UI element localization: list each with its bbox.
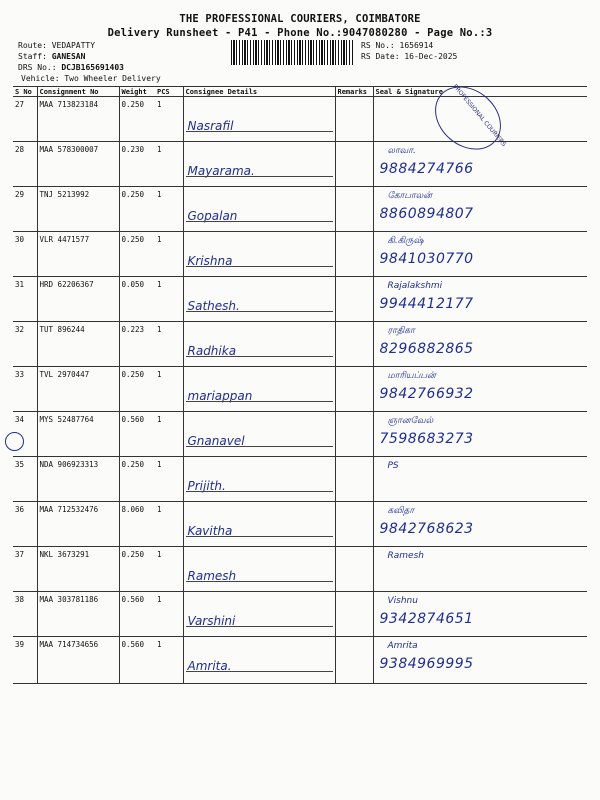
signature-cell [373, 412, 587, 457]
pcs-cell: 1 [155, 277, 183, 322]
table-row [13, 412, 587, 457]
consignment-cell: MYS 52487764 [37, 412, 119, 457]
sno-cell: 28 [13, 142, 37, 187]
col-consignee: Consignee Details [183, 87, 335, 97]
signature-text: கோபாலன் [387, 191, 432, 201]
col-consignment: Consignment No [37, 87, 119, 97]
phone-number: 9842768623 [379, 521, 474, 537]
signature-text: கவிதா [387, 506, 415, 516]
weight-cell: 0.560 [119, 592, 155, 637]
table-row [13, 547, 587, 592]
table-row [13, 232, 587, 277]
table-header [13, 87, 587, 97]
staff-line [18, 52, 85, 61]
consignment-cell: MAA 578300007 [37, 142, 119, 187]
rs-date: RS Date: 16-Dec-2025 [361, 52, 458, 61]
staff-name: GANESAN [51, 52, 86, 61]
signature-cell [373, 457, 587, 502]
phone-number: 7598683273 [379, 431, 474, 447]
consignee-name: Amrita. [187, 659, 232, 673]
weight-cell: 0.250 [119, 367, 155, 412]
consignment-cell: MAA 713823184 [37, 97, 119, 142]
consignee-name: Gnanavel [187, 434, 245, 448]
signature-text: Amrita [387, 641, 418, 651]
consignment-cell: NDA 906923313 [37, 457, 119, 502]
remarks-cell [335, 502, 373, 547]
sno-cell: 39 [13, 637, 37, 684]
weight-cell: 0.560 [119, 637, 155, 684]
consignee-name: Prijith. [187, 479, 226, 493]
name-underline [186, 266, 333, 267]
consignee-cell [183, 142, 335, 187]
consignee-name: Ramesh [187, 569, 237, 583]
table-row [13, 322, 587, 367]
pcs-cell: 1 [155, 367, 183, 412]
sno-cell: 32 [13, 322, 37, 367]
phone-number: 9842766932 [379, 386, 474, 402]
phone-number: 9384969995 [379, 656, 474, 672]
col-weight: Weight [119, 87, 155, 97]
name-underline [186, 401, 333, 402]
table-row [13, 142, 587, 187]
sno-cell: 30 [13, 232, 37, 277]
consignee-name: Varshini [187, 614, 236, 628]
remarks-cell [335, 277, 373, 322]
signature-cell [373, 637, 587, 684]
drs-number: DCJB165691403 [61, 63, 124, 72]
col-pcs: PCS [155, 87, 183, 97]
consignee-cell [183, 97, 335, 142]
table-row [13, 502, 587, 547]
phone-number: 9841030770 [379, 251, 474, 267]
consignee-name: Krishna [187, 254, 233, 268]
table-row [13, 277, 587, 322]
sno-cell: 27 [13, 97, 37, 142]
consignee-cell [183, 367, 335, 412]
signature-text: கி.கிருஷ் [387, 236, 424, 246]
remarks-cell [335, 322, 373, 367]
sno-cell: 35 [13, 457, 37, 502]
consignee-cell [183, 232, 335, 277]
signature-cell [373, 277, 587, 322]
company-title: THE PROFESSIONAL COURIERS, COIMBATORE [179, 13, 421, 25]
pcs-cell: 1 [155, 502, 183, 547]
consignee-name: mariappan [187, 389, 253, 403]
phone-number: 8296882865 [379, 341, 474, 357]
signature-cell [373, 592, 587, 637]
consignee-cell [183, 502, 335, 547]
consignment-cell: MAA 303781186 [37, 592, 119, 637]
signature-text: ஞானவேல் [387, 416, 434, 426]
signature-cell [373, 232, 587, 277]
pcs-cell: 1 [155, 187, 183, 232]
remarks-cell [335, 232, 373, 277]
sno-cell: 38 [13, 592, 37, 637]
weight-cell: 0.223 [119, 322, 155, 367]
name-underline [186, 311, 333, 312]
sno-cell: 36 [13, 502, 37, 547]
col-sno: S No [13, 87, 37, 97]
table-row [13, 457, 587, 502]
pcs-cell: 1 [155, 322, 183, 367]
remarks-cell [335, 592, 373, 637]
name-underline [186, 536, 333, 537]
signature-text: Vishnu [387, 596, 418, 606]
remarks-cell [335, 457, 373, 502]
rs-number: RS No.: 1656914 [361, 41, 434, 50]
pcs-cell: 1 [155, 592, 183, 637]
table-row [13, 592, 587, 637]
phone-number: 8860894807 [379, 206, 474, 222]
remarks-cell [335, 412, 373, 457]
consignee-cell [183, 637, 335, 684]
drs-line [18, 63, 124, 72]
pcs-cell: 1 [155, 232, 183, 277]
signature-text: ராதிகா [387, 326, 415, 336]
consignee-cell [183, 322, 335, 367]
consignment-cell: MAA 714734656 [37, 637, 119, 684]
remarks-cell [335, 142, 373, 187]
col-remarks: Remarks [335, 87, 373, 97]
table-row [13, 367, 587, 412]
consignee-cell [183, 592, 335, 637]
sno-cell: 37 [13, 547, 37, 592]
pcs-cell: 1 [155, 142, 183, 187]
consignee-cell [183, 412, 335, 457]
consignee-name: Nasrafil [187, 119, 234, 133]
table-row [13, 187, 587, 232]
phone-number: 9884274766 [379, 161, 474, 177]
runsheet-subtitle: Delivery Runsheet - P41 - Phone No.:9047080280 - Page No.:3 [107, 27, 493, 39]
consignee-cell [183, 547, 335, 592]
col-signature: Seal & Signature [373, 87, 587, 97]
signature-cell [373, 547, 587, 592]
name-underline [186, 581, 333, 582]
sno-cell: 29 [13, 187, 37, 232]
weight-cell: 0.250 [119, 547, 155, 592]
consignment-cell: HRD 62206367 [37, 277, 119, 322]
remarks-cell [335, 97, 373, 142]
weight-cell: 0.250 [119, 457, 155, 502]
pcs-cell: 1 [155, 637, 183, 684]
weight-cell: 8.060 [119, 502, 155, 547]
consignment-cell: NKL 3673291 [37, 547, 119, 592]
consignee-cell [183, 457, 335, 502]
weight-cell: 0.230 [119, 142, 155, 187]
remarks-cell [335, 637, 373, 684]
signature-cell [373, 187, 587, 232]
name-underline [186, 221, 333, 222]
signature-cell [373, 322, 587, 367]
phone-number: 9944412177 [379, 296, 474, 312]
runsheet-table [13, 86, 587, 684]
highlight-circle [5, 432, 24, 451]
consignee-cell [183, 187, 335, 232]
signature-text: PS [387, 461, 399, 471]
route-label: Route: VEDAPATTY [18, 41, 96, 50]
staff-prefix: Staff: [18, 52, 52, 61]
barcode [231, 40, 353, 65]
drs-prefix: DRS No.: [18, 63, 62, 72]
signature-cell [373, 502, 587, 547]
seal-text: PROFESSIONAL COURIERS [451, 83, 508, 148]
consignee-name: Mayarama. [187, 164, 255, 178]
name-underline [186, 491, 333, 492]
consignee-cell [183, 277, 335, 322]
pcs-cell: 1 [155, 97, 183, 142]
name-underline [186, 446, 333, 447]
name-underline [186, 626, 333, 627]
consignment-cell: MAA 712532476 [37, 502, 119, 547]
signature-text: மாரியப்பன் [387, 371, 436, 381]
name-underline [186, 356, 333, 357]
consignment-cell: TUT 896244 [37, 322, 119, 367]
consignee-name: Radhika [187, 344, 237, 358]
vehicle-label: Vehicle: Two Wheeler Delivery [21, 74, 161, 83]
sno-cell: 34 [13, 412, 37, 457]
signature-text: Rajalakshmi [387, 281, 443, 291]
sno-cell: 31 [13, 277, 37, 322]
signature-text: லாவா. [387, 146, 416, 156]
consignee-name: Gopalan [187, 209, 238, 223]
phone-number: 9342874651 [379, 611, 474, 627]
weight-cell: 0.050 [119, 277, 155, 322]
pcs-cell: 1 [155, 547, 183, 592]
remarks-cell [335, 187, 373, 232]
signature-cell [373, 367, 587, 412]
pcs-cell: 1 [155, 457, 183, 502]
consignment-cell: VLR 4471577 [37, 232, 119, 277]
consignment-cell: TVL 2970447 [37, 367, 119, 412]
weight-cell: 0.250 [119, 97, 155, 142]
consignee-name: Sathesh. [187, 299, 240, 313]
remarks-cell [335, 367, 373, 412]
name-underline [186, 131, 333, 132]
weight-cell: 0.250 [119, 232, 155, 277]
weight-cell: 0.560 [119, 412, 155, 457]
table-row [13, 637, 587, 684]
name-underline [186, 671, 333, 672]
pcs-cell: 1 [155, 412, 183, 457]
sno-cell: 33 [13, 367, 37, 412]
weight-cell: 0.250 [119, 187, 155, 232]
name-underline [186, 176, 333, 177]
remarks-cell [335, 547, 373, 592]
consignee-name: Kavitha [187, 524, 233, 538]
consignment-cell: TNJ 5213992 [37, 187, 119, 232]
signature-text: Ramesh [387, 551, 424, 561]
